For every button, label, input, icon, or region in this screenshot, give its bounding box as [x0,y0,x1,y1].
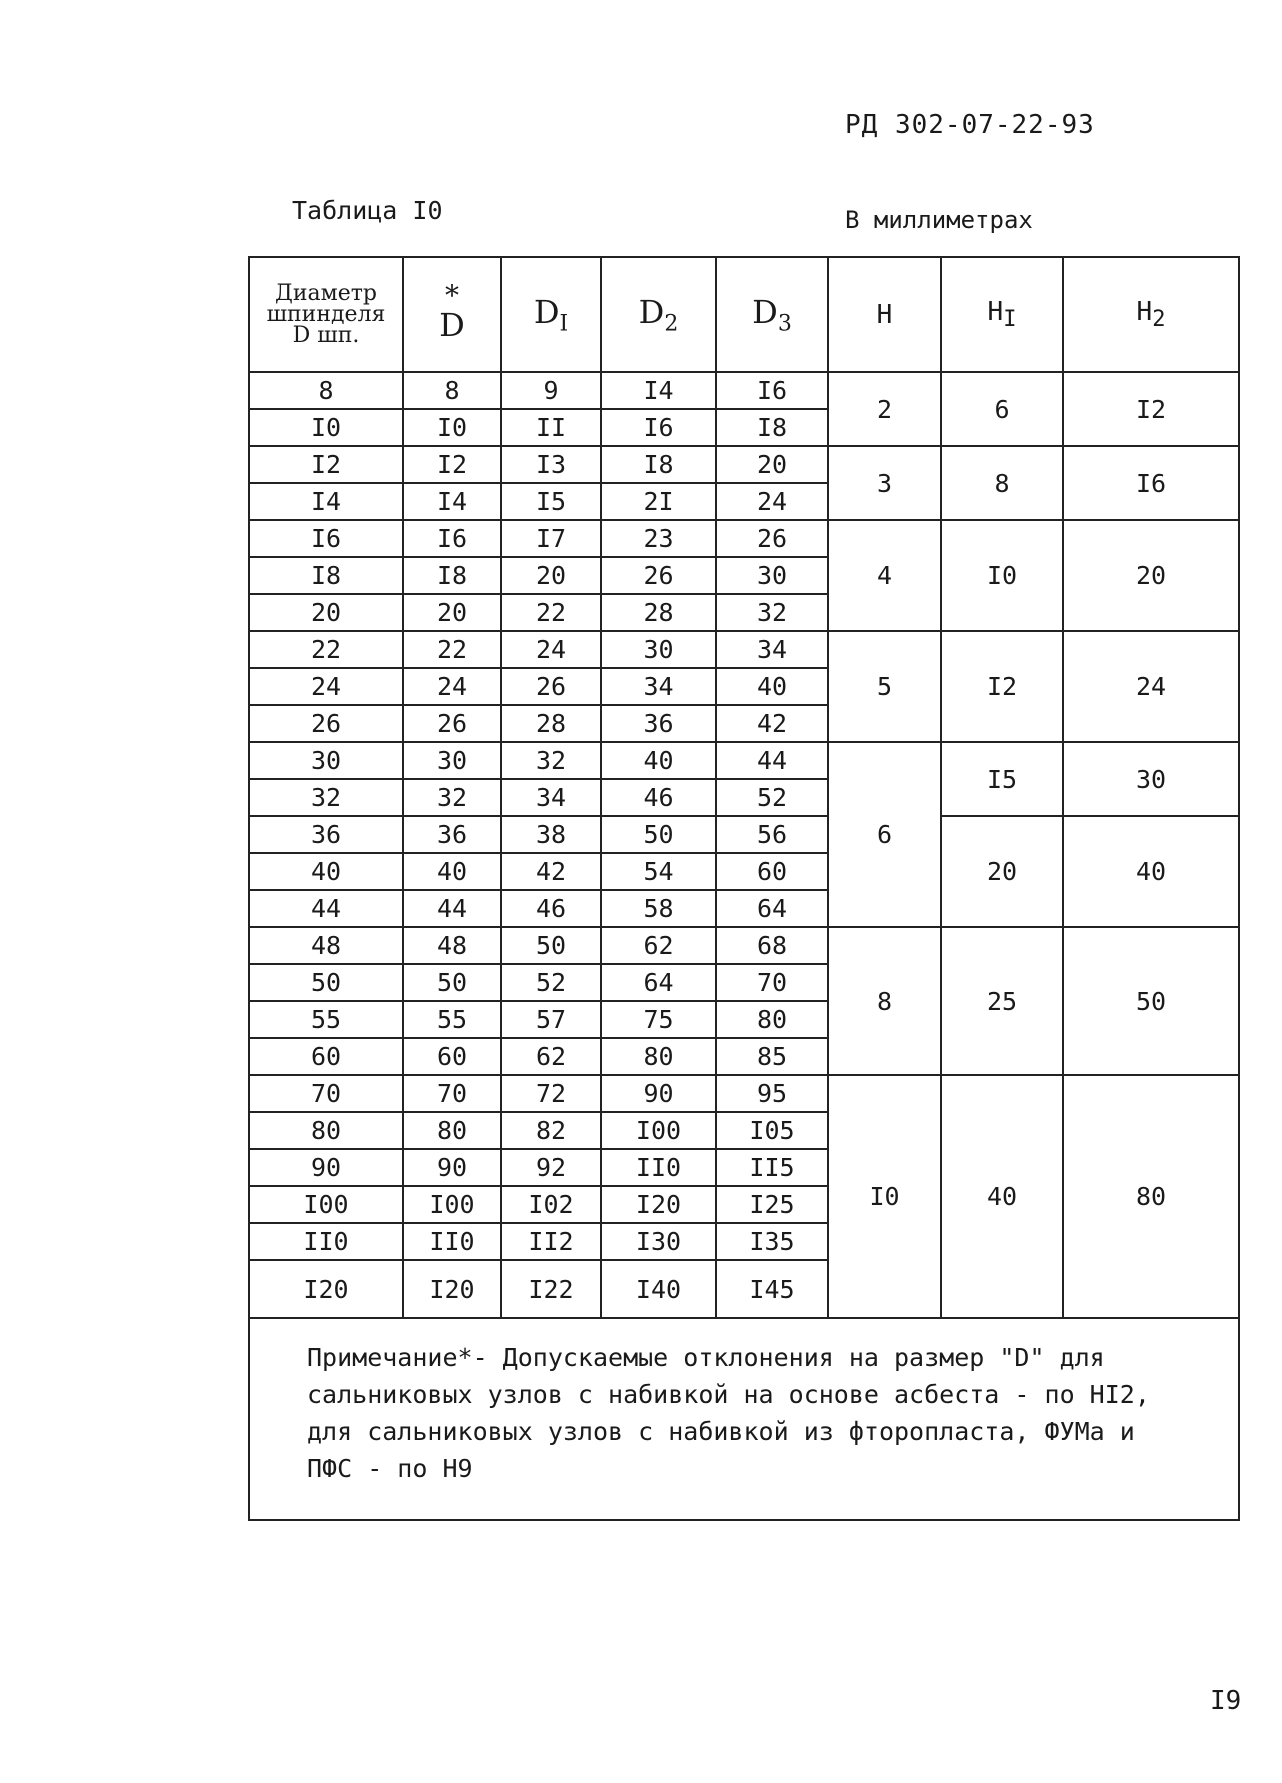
cell-d: 22 [403,631,501,668]
cell-h1: I2 [941,631,1063,742]
cell-d: 40 [403,853,501,890]
cell-h2: 40 [1063,816,1239,927]
cell-d1: 32 [501,742,601,779]
cell-d2: 46 [601,779,716,816]
cell-d3: I8 [716,409,828,446]
cell-d3: 56 [716,816,828,853]
cell-d1: 20 [501,557,601,594]
cell-d: 55 [403,1001,501,1038]
cell-d: 32 [403,779,501,816]
note-line: ПФС - по H9 [307,1454,473,1483]
cell-d3: 20 [716,446,828,483]
table-header-row [249,257,1239,372]
cell-spindle: 36 [249,816,403,853]
cell-d2: 54 [601,853,716,890]
cell-spindle: I2 [249,446,403,483]
cell-d2: 75 [601,1001,716,1038]
header-spindle-line1: Диаметр [274,281,378,306]
cell-d2: I6 [601,409,716,446]
cell-d: 60 [403,1038,501,1075]
header-h-label: H [876,299,893,330]
note-line: для сальниковых узлов с набивкой из фторопласта, ФУМа и [307,1417,1135,1446]
header-d3-label: D [752,292,778,331]
cell-h1: 20 [941,816,1063,927]
cell-h: 2 [828,372,941,446]
cell-d2: 80 [601,1038,716,1075]
header-d1-sub: I [559,311,569,337]
cell-d: 44 [403,890,501,927]
cell-d2: 62 [601,927,716,964]
cell-d1: I22 [501,1260,601,1318]
cell-d2: I30 [601,1223,716,1260]
table-row [249,927,1239,964]
cell-d2: I40 [601,1260,716,1318]
table-row [249,372,1239,409]
cell-d3: 34 [716,631,828,668]
cell-d1: 34 [501,779,601,816]
cell-d2: I4 [601,372,716,409]
cell-spindle: 26 [249,705,403,742]
cell-d3: 70 [716,964,828,1001]
cell-d1: I7 [501,520,601,557]
cell-h1: 40 [941,1075,1063,1318]
header-d2 [601,257,716,372]
cell-d1: 52 [501,964,601,1001]
cell-d3: 32 [716,594,828,631]
header-h2-sub: 2 [1152,307,1166,333]
table-row [249,446,1239,483]
cell-d: 80 [403,1112,501,1149]
cell-d1: I3 [501,446,601,483]
cell-spindle: 22 [249,631,403,668]
cell-d: I00 [403,1186,501,1223]
cell-h: 3 [828,446,941,520]
table-row [249,520,1239,557]
cell-spindle: 24 [249,668,403,705]
table-row [249,742,1239,779]
cell-d2: 34 [601,668,716,705]
header-h1 [941,257,1063,372]
cell-spindle: II0 [249,1223,403,1260]
cell-h2: 24 [1063,631,1239,742]
cell-d2: 40 [601,742,716,779]
cell-d1: 26 [501,668,601,705]
cell-d1: 22 [501,594,601,631]
page-number: I9 [1210,1686,1242,1716]
cell-d3: I6 [716,372,828,409]
table-row [249,1075,1239,1112]
cell-d2: I00 [601,1112,716,1149]
cell-h1: I5 [941,742,1063,816]
header-d2-label: D [638,292,665,331]
cell-d2: 64 [601,964,716,1001]
cell-d3: I25 [716,1186,828,1223]
cell-spindle: 20 [249,594,403,631]
cell-h1: 6 [941,372,1063,446]
cell-spindle: 80 [249,1112,403,1149]
cell-d: 48 [403,927,501,964]
cell-d2: 58 [601,890,716,927]
cell-d1: 24 [501,631,601,668]
table-note [249,1318,1239,1520]
cell-h: I0 [828,1075,941,1318]
cell-d3: I35 [716,1223,828,1260]
cell-spindle: I20 [249,1260,403,1318]
cell-spindle: 70 [249,1075,403,1112]
header-spindle-line2: шпинделя [266,302,386,327]
cell-d1: 92 [501,1149,601,1186]
cell-d2: 50 [601,816,716,853]
cell-d: I2 [403,446,501,483]
cell-d3: 64 [716,890,828,927]
cell-d3: 24 [716,483,828,520]
cell-h1: 8 [941,446,1063,520]
cell-d1: 28 [501,705,601,742]
cell-d1: 72 [501,1075,601,1112]
cell-h2: 30 [1063,742,1239,816]
cell-d2: 90 [601,1075,716,1112]
header-h2-label: H [1136,296,1153,327]
cell-d3: 85 [716,1038,828,1075]
cell-spindle: I6 [249,520,403,557]
cell-d3: 40 [716,668,828,705]
cell-d1: I02 [501,1186,601,1223]
cell-d: 50 [403,964,501,1001]
cell-h2: I2 [1063,372,1239,446]
cell-spindle: I8 [249,557,403,594]
cell-d: I20 [403,1260,501,1318]
header-d [403,257,501,372]
cell-d3: II5 [716,1149,828,1186]
cell-h2: I6 [1063,446,1239,520]
cell-d: 26 [403,705,501,742]
cell-d3: 52 [716,779,828,816]
cell-d3: 42 [716,705,828,742]
cell-spindle: 8 [249,372,403,409]
cell-d2: I20 [601,1186,716,1223]
cell-d1: 82 [501,1112,601,1149]
table-row [249,816,1239,853]
cell-d: 90 [403,1149,501,1186]
cell-d3: 26 [716,520,828,557]
cell-spindle: 30 [249,742,403,779]
cell-d3: 68 [716,927,828,964]
cell-spindle: 48 [249,927,403,964]
header-d3 [716,257,828,372]
cell-h: 5 [828,631,941,742]
cell-spindle: 55 [249,1001,403,1038]
cell-h2: 50 [1063,927,1239,1075]
header-spindle-line3: D шп. [292,323,360,348]
cell-h1: 25 [941,927,1063,1075]
cell-d3: 44 [716,742,828,779]
cell-d3: 95 [716,1075,828,1112]
cell-spindle: 40 [249,853,403,890]
cell-d: I0 [403,409,501,446]
cell-d2: 23 [601,520,716,557]
cell-d2: II0 [601,1149,716,1186]
cell-d1: 46 [501,890,601,927]
cell-d2: 26 [601,557,716,594]
cell-d1: II2 [501,1223,601,1260]
cell-spindle: I4 [249,483,403,520]
table-row [249,631,1239,668]
cell-h2: 20 [1063,520,1239,631]
note-line: Примечание*- Допускаемые отклонения на размер "D" для [307,1343,1105,1372]
cell-spindle: 44 [249,890,403,927]
cell-h1: I0 [941,520,1063,631]
cell-d: 36 [403,816,501,853]
cell-d2: 30 [601,631,716,668]
cell-d: 24 [403,668,501,705]
cell-d: I4 [403,483,501,520]
cell-d: 8 [403,372,501,409]
cell-d: I8 [403,557,501,594]
header-h2 [1063,257,1239,372]
cell-h: 6 [828,742,941,927]
cell-h: 4 [828,520,941,631]
note-line: сальниковых узлов с набивкой на основе асбеста - по HI2, [307,1380,1150,1409]
units-label: В миллиметрах [845,206,1033,234]
header-d-label: D [439,305,465,344]
cell-d: 30 [403,742,501,779]
cell-spindle: 60 [249,1038,403,1075]
note-row [249,1318,1239,1520]
cell-d3: I45 [716,1260,828,1318]
header-spindle-diameter [249,257,403,372]
table-label: Таблица I0 [292,196,443,225]
cell-spindle: 50 [249,964,403,1001]
header-d1-label: D [533,292,560,331]
cell-d3: 30 [716,557,828,594]
cell-d1: 57 [501,1001,601,1038]
header-h1-label: H [987,296,1004,327]
cell-d1: 50 [501,927,601,964]
cell-d2: 36 [601,705,716,742]
cell-d3: I05 [716,1112,828,1149]
header-d2-sub: 2 [664,311,679,337]
cell-d1: 9 [501,372,601,409]
cell-d: I6 [403,520,501,557]
header-d-mark: * [445,278,459,312]
header-d3-sub: 3 [777,311,792,337]
cell-d: II0 [403,1223,501,1260]
cell-spindle: I00 [249,1186,403,1223]
cell-d1: 38 [501,816,601,853]
cell-h: 8 [828,927,941,1075]
document-code: РД 302-07-22-93 [845,110,1095,140]
cell-d1: 42 [501,853,601,890]
cell-d2: I8 [601,446,716,483]
cell-d: 20 [403,594,501,631]
cell-d2: 2I [601,483,716,520]
header-d1 [501,257,601,372]
cell-spindle: 32 [249,779,403,816]
header-h1-sub: I [1003,307,1017,333]
cell-d1: II [501,409,601,446]
header-h [828,257,941,372]
cell-h2: 80 [1063,1075,1239,1318]
dimensions-table [248,256,1240,1521]
cell-d2: 28 [601,594,716,631]
cell-d3: 80 [716,1001,828,1038]
cell-d: 70 [403,1075,501,1112]
cell-spindle: I0 [249,409,403,446]
cell-d3: 60 [716,853,828,890]
cell-d1: I5 [501,483,601,520]
cell-spindle: 90 [249,1149,403,1186]
cell-d1: 62 [501,1038,601,1075]
